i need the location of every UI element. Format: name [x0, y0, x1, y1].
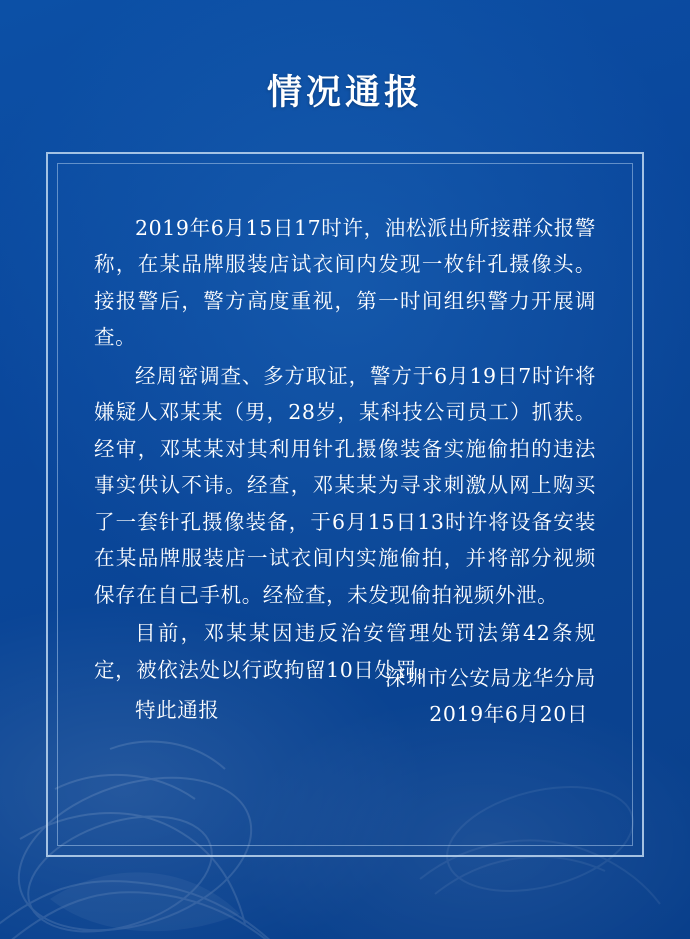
- page-title: 情况通报: [266, 72, 423, 113]
- closing-line: 特此通报: [135, 698, 220, 723]
- content-frame-inner: [57, 163, 633, 846]
- paragraph-2: 经周密调查、多方取证，警方于6月19日7时许将嫌疑人邓某某（男，28岁，某科技公司员工）抓获。经审，邓某某对其利用针孔摄像装备实施偷拍的违法事实供认不讳。经查，邓某某为寻求刺激从网上购买了一套针孔摄像装备，于6月15日13时许将设备安装在某品牌服装店一试衣间内实施偷拍，并将部分视频保存在自己手机。经检查，未发现偷拍视频外泄。: [94, 363, 596, 607]
- announcement-body: [94, 210, 596, 729]
- signature-date: 2019年6月20日: [429, 702, 588, 727]
- signature-organization: 深圳市公安局龙华分局: [385, 666, 596, 691]
- paragraph-3: 目前，邓某某因违反治安管理处罚法第42条规定，被依法处以行政拘留10日处罚。: [94, 621, 596, 682]
- signature-block: [385, 661, 596, 733]
- paragraph-1: 2019年6月15日17时许，油松派出所接群众报警称，在某品牌服装店试衣间内发现一枚针孔摄像头。接报警后，警方高度重视，第一时间组织警力开展调查。: [94, 216, 596, 350]
- content-frame-outer: [46, 152, 644, 857]
